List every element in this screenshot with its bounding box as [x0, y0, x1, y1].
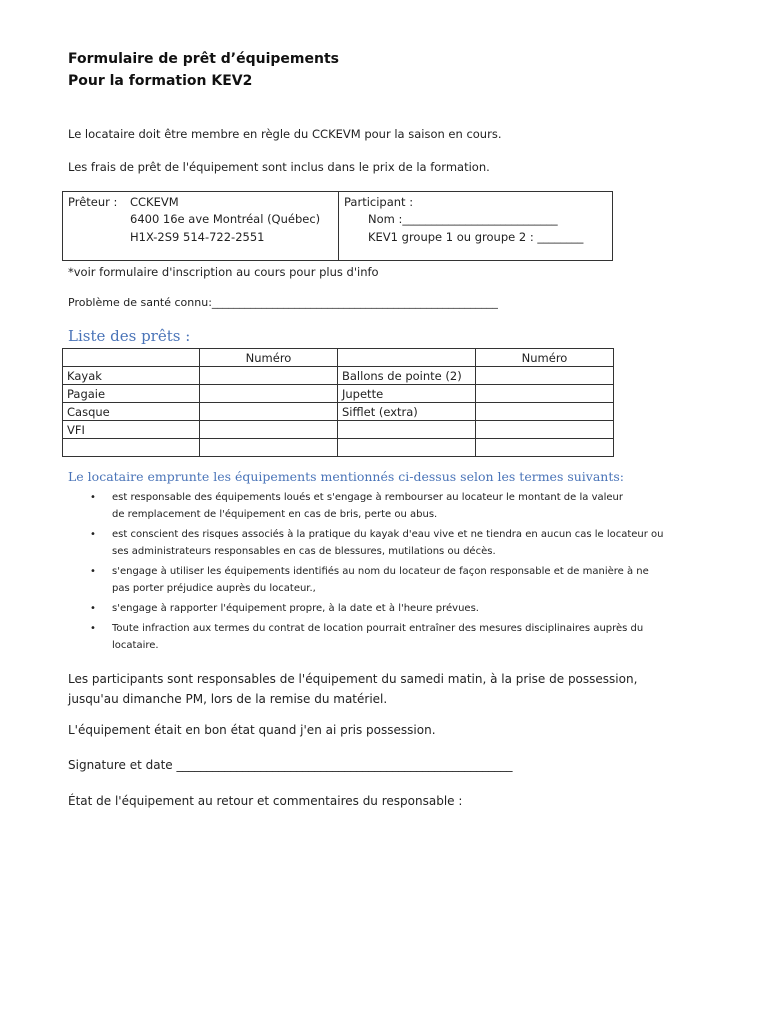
- item-cell: Casque: [63, 403, 200, 421]
- table-header-row: [63, 349, 614, 367]
- list-item: [90, 526, 680, 560]
- membership-requirement: Le locataire doit être membre en règle du CCKEVM pour la saison en cours.: [68, 127, 502, 141]
- lender-info: [63, 192, 339, 260]
- bullet-icon: •: [90, 623, 96, 634]
- number-cell[interactable]: [200, 367, 338, 385]
- table-row: [63, 367, 614, 385]
- number-cell[interactable]: [200, 421, 338, 439]
- loans-table: [62, 348, 614, 457]
- fees-statement: Les frais de prêt de l'équipement sont inclus dans le prix de la formation.: [68, 160, 490, 174]
- term-line: est conscient des risques associés à la pratique du kayak d'eau vive et ne tiendra en aucun cas le locateur ou: [112, 529, 664, 540]
- form-title-line2: Pour la formation KEV2: [68, 73, 253, 89]
- lender-name: CCKEVM: [130, 195, 179, 209]
- list-item: [90, 600, 680, 617]
- bullet-icon: •: [90, 529, 96, 540]
- term-line: Toute infraction aux termes du contrat de location pourrait entraîner des mesures disciplinaires auprès du: [112, 623, 644, 634]
- participant-label: Participant :: [344, 195, 414, 209]
- responsibility-statement: [68, 669, 637, 709]
- item-cell: Pagaie: [63, 385, 200, 403]
- participant-info: [339, 192, 612, 260]
- return-state-label: État de l'équipement au retour et commentaires du responsable :: [68, 794, 463, 808]
- item-cell: [338, 421, 476, 439]
- lender-participant-box: [62, 191, 613, 261]
- item-cell: Ballons de pointe (2): [338, 367, 476, 385]
- participant-name-field[interactable]: Nom :___________________________: [368, 212, 558, 226]
- item-cell: VFI: [63, 421, 200, 439]
- term-line: pas porter préjudice auprès du locateur.,: [112, 583, 316, 594]
- bullet-icon: •: [90, 492, 96, 503]
- lender-postal-phone: H1X-2S9 514-722-2551: [130, 230, 265, 244]
- bullet-icon: •: [90, 566, 96, 577]
- table-row: [63, 403, 614, 421]
- terms-list: [90, 489, 680, 657]
- table-row: [63, 421, 614, 439]
- responsibility-line2: jusqu'au dimanche PM, lors de la remise du matériel.: [68, 692, 388, 706]
- term-line: de remplacement de l'équipement en cas de bris, perte ou abus.: [112, 509, 438, 520]
- lender-address: 6400 16e ave Montréal (Québec): [130, 212, 321, 226]
- list-item: [90, 563, 680, 597]
- form-title-line1: Formulaire de prêt d’équipements: [68, 51, 339, 67]
- number-cell[interactable]: [476, 421, 614, 439]
- item-cell: Kayak: [63, 367, 200, 385]
- lender-label: Prêteur :: [68, 195, 118, 209]
- number-cell[interactable]: [476, 385, 614, 403]
- loans-heading: Liste des prêts :: [68, 327, 191, 345]
- registration-note: *voir formulaire d'inscription au cours pour plus d'info: [68, 265, 379, 279]
- table-header-cell: Numéro: [200, 349, 338, 367]
- signature-date-field[interactable]: Signature et date ________________________________________________________: [68, 758, 513, 772]
- health-field[interactable]: Problème de santé connu:____________________________________________________: [68, 296, 498, 309]
- number-cell[interactable]: [476, 367, 614, 385]
- number-cell[interactable]: [200, 385, 338, 403]
- term-line: s'engage à rapporter l'équipement propre, à la date et à l'heure prévues.: [112, 603, 479, 614]
- participant-group-field[interactable]: KEV1 groupe 1 ou groupe 2 : ________: [368, 230, 584, 244]
- term-line: locataire.: [112, 640, 159, 651]
- item-cell: [338, 439, 476, 457]
- number-cell[interactable]: [200, 439, 338, 457]
- table-header-cell: Numéro: [476, 349, 614, 367]
- item-cell: [63, 439, 200, 457]
- responsibility-line1: Les participants sont responsables de l'équipement du samedi matin, à la prise de possession,: [68, 672, 638, 686]
- form-title: [68, 48, 339, 92]
- table-row: [63, 385, 614, 403]
- table-row: [63, 439, 614, 457]
- term-line: est responsable des équipements loués et s'engage à rembourser au locateur le montant de la valeur: [112, 492, 624, 503]
- list-item: [90, 489, 680, 523]
- item-cell: Jupette: [338, 385, 476, 403]
- table-header-cell: [338, 349, 476, 367]
- number-cell[interactable]: [476, 439, 614, 457]
- number-cell[interactable]: [476, 403, 614, 421]
- term-line: s'engage à utiliser les équipements identifiés au nom du locateur de façon responsable et de manière à ne: [112, 566, 649, 577]
- condition-statement: L'équipement était en bon état quand j'en ai pris possession.: [68, 723, 436, 737]
- terms-heading: Le locataire emprunte les équipements mentionnés ci-dessus selon les termes suivants:: [68, 469, 625, 484]
- list-item: [90, 620, 680, 654]
- item-cell: Sifflet (extra): [338, 403, 476, 421]
- term-line: ses administrateurs responsables en cas de blessures, mutilations ou décès.: [112, 546, 496, 557]
- table-header-cell: [63, 349, 200, 367]
- number-cell[interactable]: [200, 403, 338, 421]
- bullet-icon: •: [90, 603, 96, 614]
